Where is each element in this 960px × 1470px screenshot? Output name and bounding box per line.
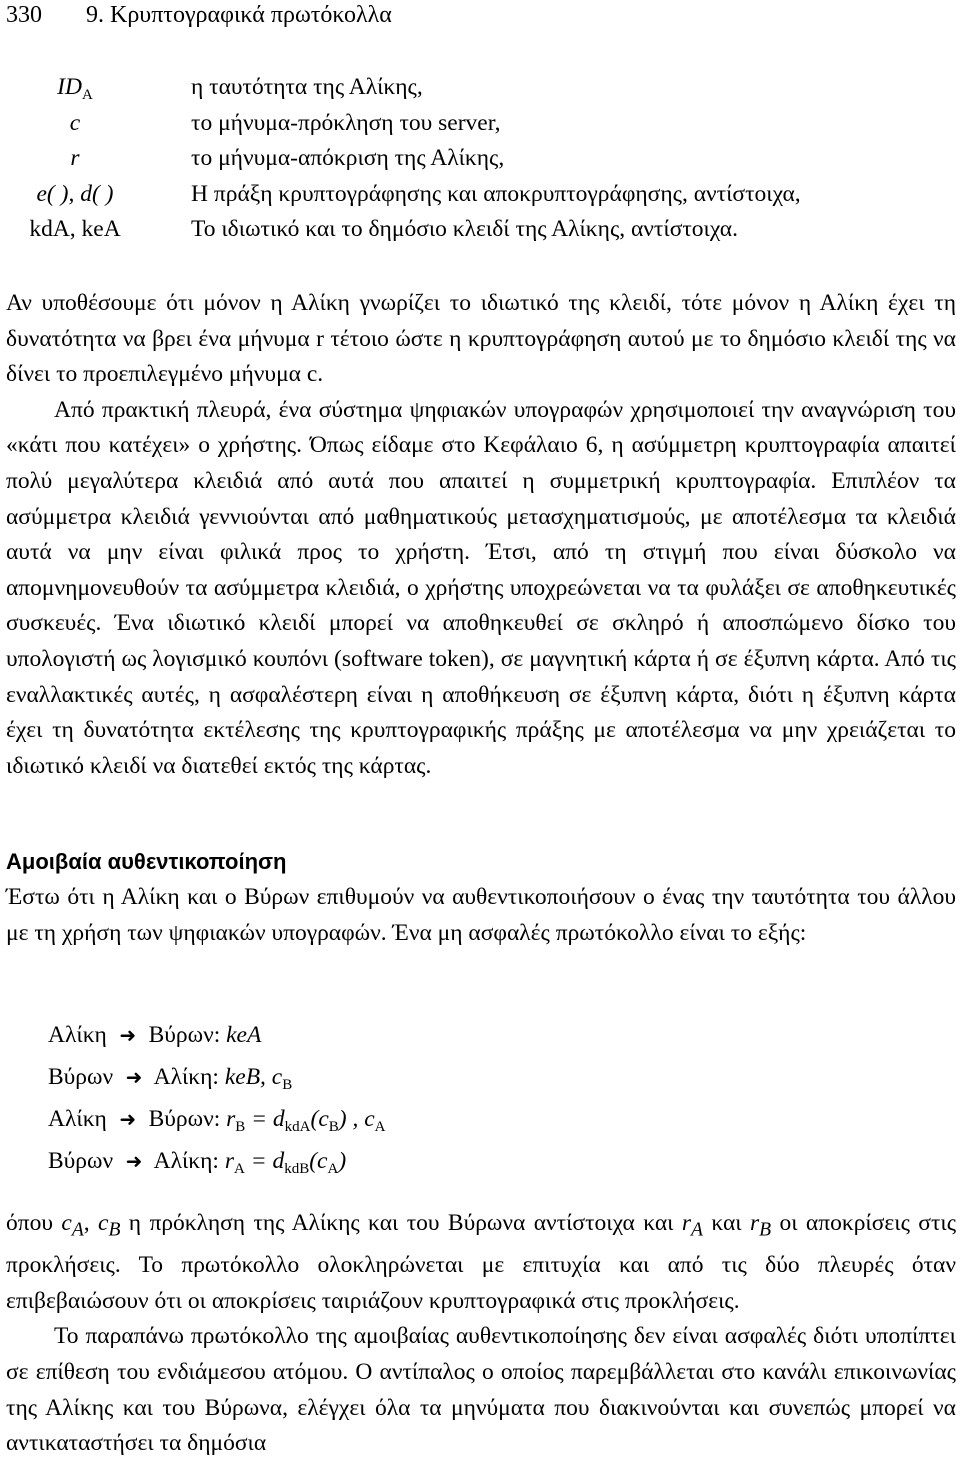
arrow-right-icon: ➜ xyxy=(119,1109,137,1131)
sender: Αλίκη xyxy=(48,1022,107,1048)
receiver: Βύρων: xyxy=(148,1022,221,1048)
page-header xyxy=(6,0,392,30)
message: keB, $c_B$ xyxy=(224,1064,293,1093)
paragraph: Το παραπάνω πρωτόκολλο της αμοιβαίας αυθεντικοποίησης δεν είναι ασφαλές διότι υποπίπτει σε επίθεση του ενδιάμεσου ατόμου. Ο αντίπαλος ο οποίος παρεμβάλλεται στο κανάλι επικοινωνίας της Αλίκης και του Βύρωνα, ελέγχει όλα τα μηνύματα που διακινούνται και συνεπώς μπορεί να αντικαταστήσει τα δημόσια xyxy=(6,1323,956,1457)
message-formula: $r_A = d_{kdB}(c_A)$ xyxy=(224,1148,347,1177)
arrow-right-icon: ➜ xyxy=(125,1067,143,1089)
paragraph: Από πρακτική πλευρά, ένα σύστημα ψηφιακών υπογραφών χρησιμοποιεί την αναγνώριση του «κάτι που κατέχει» ο χρήστης. Όπως είδαμε στο Κεφάλαιο 6, η ασύμμετρη κρυπτογραφία απαιτεί πολύ μεγαλύτερα κλειδιά από αυτά που απαιτεί η συμμετρική κρυπτογραφία. Επιπλέον τα ασύμμετρα κλειδιά γεννιούνται από μαθηματικούς μετασχηματισμούς, με αποτέλεσμα τα κλειδιά αυτά να μην είναι φιλικά προς το χρήστη. Έτσι, από τη στιγμή που είναι δύσκολο να απομνημονευθούν τα ασύμμετρα κλειδιά, ο χρήστης υποχρεώνεται να τα φυλάξει σε αποθηκευτικές συσκευές. Ένα ιδιωτικό κλειδί μπορεί να αποθηκευθεί σε σκληρό ή αποσπώμενο δίσκο του υπολογιστή ως λογισμικό κουπόνι (software token), σε μαγνητική κάρτα ή σε έξυπνη κάρτα. Από τις εναλλακτικές αυτές, η ασφαλέστερη είναι η αποθήκευση σε έξυπνη κάρτα, διότι η έξυπνη κάρτα έχει τη δυνατότητα εκτέλεσης της κρυπτογραφικής πράξης με αποτέλεσμα να μην χρειάζεται το ιδιωτικό κλειδί να διατεθεί εκτός της κάρτας. xyxy=(6,396,956,779)
protocol-steps xyxy=(48,1014,386,1182)
receiver: Βύρων: xyxy=(148,1106,221,1132)
notation-description: Η πράξη κρυπτογράφησης και αποκρυπτογράφησης, αντίστοιχα, xyxy=(191,180,801,207)
notation-row xyxy=(0,70,960,106)
notation-row xyxy=(0,177,960,213)
notation-symbol: $ID_A$ xyxy=(57,74,93,103)
protocol-step xyxy=(48,1140,386,1182)
receiver: Αλίκη: xyxy=(153,1148,219,1174)
notation-description: το μήνυμα-απόκριση της Αλίκης, xyxy=(191,145,505,172)
notation-row xyxy=(0,141,960,177)
arrow-right-icon: ➜ xyxy=(119,1025,137,1047)
body-text-1 xyxy=(6,286,956,784)
notation-description: η ταυτότητα της Αλίκης, xyxy=(191,74,423,100)
arrow-right-icon: ➜ xyxy=(125,1151,143,1173)
chapter-title: 9. Κρυπτογραφικά πρωτόκολλα xyxy=(86,2,392,28)
notation-description: Το ιδιωτικό και το δημόσιο κλειδί της Αλίκης, αντίστοιχα. xyxy=(191,216,738,243)
protocol-step xyxy=(48,1056,386,1098)
body-text-3 xyxy=(6,1206,956,1462)
sender: Βύρων xyxy=(48,1148,114,1174)
protocol-step xyxy=(48,1014,386,1056)
notation-row xyxy=(0,212,960,248)
notation-symbol: e( ), d( ) xyxy=(36,180,114,207)
notation-symbol: r xyxy=(70,145,80,172)
notation-list xyxy=(0,70,960,248)
message: keA xyxy=(226,1022,262,1048)
sender: Αλίκη xyxy=(48,1106,107,1132)
body-text-2 xyxy=(6,880,956,951)
notation-symbol: kdA, keA xyxy=(29,216,121,243)
sender: Βύρων xyxy=(48,1064,114,1090)
paragraph: Έστω ότι η Αλίκη και ο Βύρων επιθυμούν να αυθεντικοποιήσουν ο ένας την ταυτότητα του άλλου με τη χρήση των ψηφιακών υπογραφών. Ένα μη ασφαλές πρωτόκολλο είναι το εξής: xyxy=(6,884,956,946)
paragraph: όπου $c_A$, $c_B$ η πρόκληση της Αλίκης και του Βύρωνα αντίστοιχα και $r_A$ και $r_B$ οι αποκρίσεις στις προκλήσεις. Το πρωτόκολλο ολοκληρώνεται με επιτυχία και από τις δύο πλευρές όταν επιβεβαιώσουν ότι οι αποκρίσεις ταιριάζουν κρυπτογραφικά στις προκλήσεις. xyxy=(6,1210,957,1314)
protocol-step xyxy=(48,1098,386,1140)
page-number: 330 xyxy=(6,2,42,28)
notation-symbol: c xyxy=(69,109,81,136)
section-heading: Αμοιβαία αυθεντικοποίηση xyxy=(6,849,287,874)
message-formula: $r_B = d_{kdA}(c_B)$ , $c_A$ xyxy=(226,1106,386,1135)
notation-row xyxy=(0,106,960,142)
paragraph: Αν υποθέσουμε ότι μόνον η Αλίκη γνωρίζει το ιδιωτικό της κλειδί, τότε μόνον η Αλίκη έχει τη δυνατότητα να βρει ένα μήνυμα r τέτοιο ώστε η κρυπτογράφηση αυτού με το δημόσιο κλειδί της να δίνει το προεπιλεγμένο μήνυμα c. xyxy=(6,290,956,388)
receiver: Αλίκη: xyxy=(153,1064,219,1090)
notation-description: το μήνυμα-πρόκληση του server, xyxy=(191,109,501,136)
